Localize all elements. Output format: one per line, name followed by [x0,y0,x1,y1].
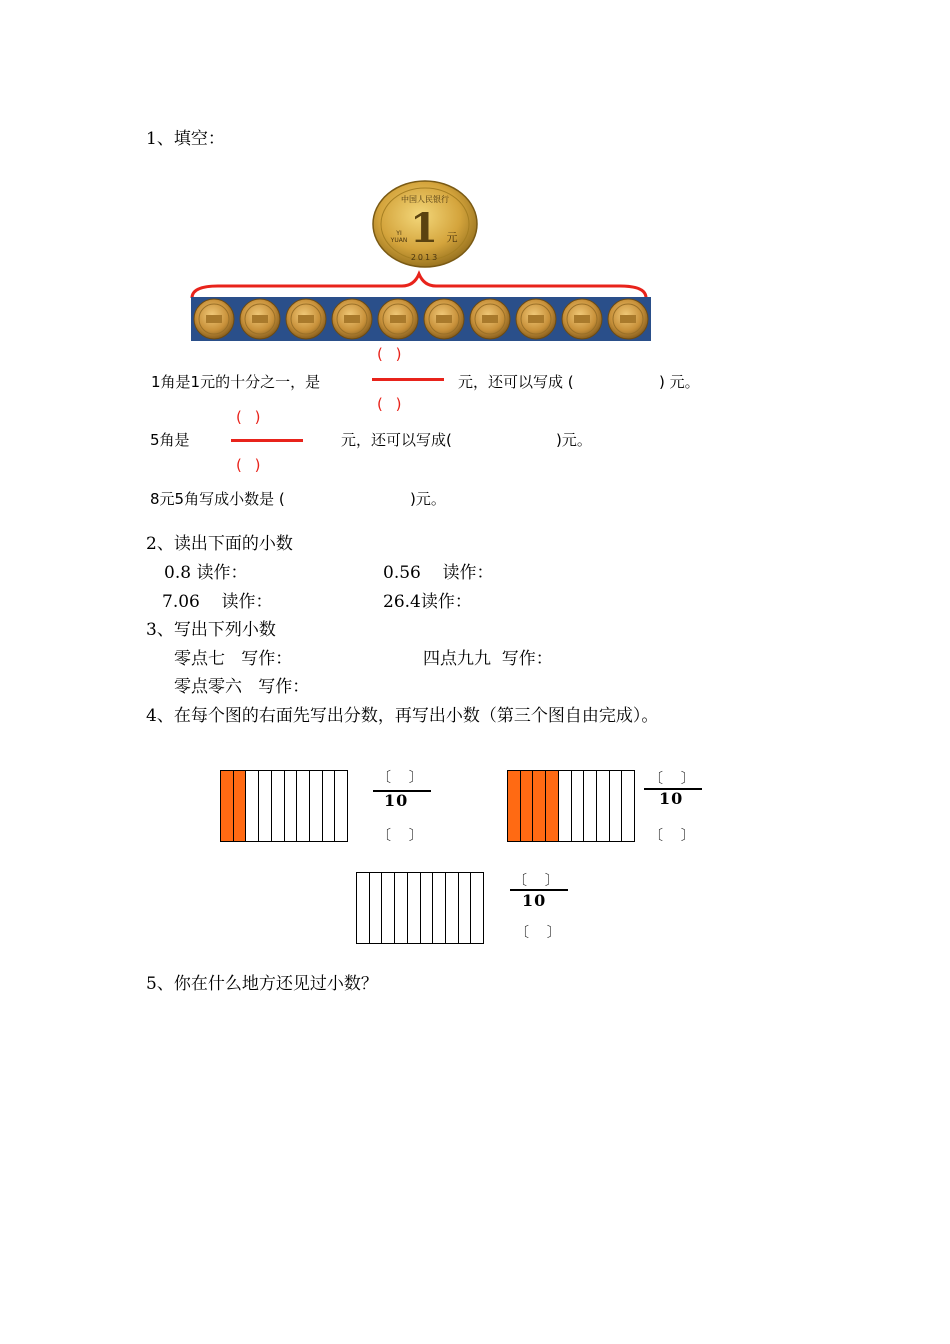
unshaded-part [259,771,272,841]
unshaded-part [395,873,408,943]
unshaded-part [597,771,610,841]
unshaded-part [382,873,395,943]
jiao-coin [562,299,602,339]
line1-numerator-paren[interactable]: ( ) [377,345,406,363]
coin-top-text: 中国人民银行 [401,195,449,204]
unshaded-part [459,873,472,943]
jiao-coin [516,299,556,339]
q4-heading: 4、在每个图的右面先写出分数，再写出小数（第三个图自由完成）。 [146,706,659,726]
q2-item: 0.8 读作： [164,563,248,583]
shaded-part [546,771,559,841]
figure3-numerator-bracket[interactable]: 〔 〕 [513,873,559,889]
unshaded-part [572,771,585,841]
q1-line2-after: 元，还可以写成( [341,431,452,449]
shaded-part [234,771,247,841]
q1-line2-close: )元。 [556,431,592,449]
unshaded-part [610,771,623,841]
unshaded-part [335,771,347,841]
unshaded-part [433,873,446,943]
unshaded-part [421,873,434,943]
unshaded-part [285,771,298,841]
unshaded-part [622,771,634,841]
unshaded-part [357,873,370,943]
figure2-decimal-bracket[interactable]: 〔 〕 [649,828,695,844]
shaded-part [221,771,234,841]
q1-heading: 1、填空： [146,129,225,149]
line2-fraction-bar [231,439,303,442]
coin-numeral: 1 [410,205,438,252]
svg-text:2013: 2013 [410,253,440,262]
red-brace [188,270,650,300]
unshaded-part [297,771,310,841]
q2-item: 7.06 读作： [162,592,273,612]
jiao-coin-row [191,297,651,341]
figure1-numerator-bracket[interactable]: 〔 〕 [377,770,423,786]
line1-denominator-paren[interactable]: ( ) [377,395,406,413]
jiao-coin [424,299,464,339]
q3-item: 零点零六 写作： [174,677,310,697]
svg-text:元: 元 [446,231,458,244]
jiao-coin [194,299,234,339]
unshaded-part [370,873,383,943]
unshaded-part [446,873,459,943]
q1-line3-close: )元。 [410,490,446,508]
figure1-denominator: 10 [384,791,409,810]
unshaded-part [559,771,572,841]
q1-line2-text: 5角是 [150,431,190,449]
q1-line1-close: ) 元。 [659,373,700,391]
jiao-coin [286,299,326,339]
unshaded-part [408,873,421,943]
fraction-figure-3 [356,872,484,944]
svg-text:YUAN: YUAN [390,237,408,244]
svg-text:YI: YI [396,230,402,237]
figure3-decimal-bracket[interactable]: 〔 〕 [515,925,561,941]
line1-fraction-bar [372,378,444,381]
q1-line1-text: 1角是1元的十分之一，是 [151,373,321,391]
jiao-coin [470,299,510,339]
jiao-coin [378,299,418,339]
q3-heading: 3、写出下列小数 [146,620,276,640]
q1-line1-after: 元，还可以写成 ( [458,373,574,391]
fraction-figure-2 [507,770,635,842]
unshaded-part [584,771,597,841]
line2-denominator-paren[interactable]: ( ) [236,456,265,474]
figure1-decimal-bracket[interactable]: 〔 〕 [377,828,423,844]
line2-numerator-paren[interactable]: ( ) [236,408,265,426]
jiao-coin [240,299,280,339]
fraction-figure-1 [220,770,348,842]
unshaded-part [272,771,285,841]
one-yuan-coin-image [372,180,478,268]
q5-heading: 5、你在什么地方还见过小数？ [146,974,378,994]
shaded-part [508,771,521,841]
unshaded-part [323,771,336,841]
shaded-part [533,771,546,841]
jiao-coin [608,299,648,339]
figure2-denominator: 10 [659,789,684,808]
figure3-denominator: 10 [522,891,547,910]
unshaded-part [246,771,259,841]
unshaded-part [310,771,323,841]
q3-item: 四点九九 写作： [423,649,553,669]
q2-item: 26.4读作： [383,592,472,612]
jiao-coin [332,299,372,339]
q1-line3-text: 8元5角写成小数是 ( [150,490,285,508]
q2-heading: 2、读出下面的小数 [146,534,293,554]
shaded-part [521,771,534,841]
unshaded-part [471,873,483,943]
figure2-numerator-bracket[interactable]: 〔 〕 [649,771,695,787]
q3-item: 零点七 写作： [174,649,293,669]
q2-item: 0.56 读作： [383,563,494,583]
